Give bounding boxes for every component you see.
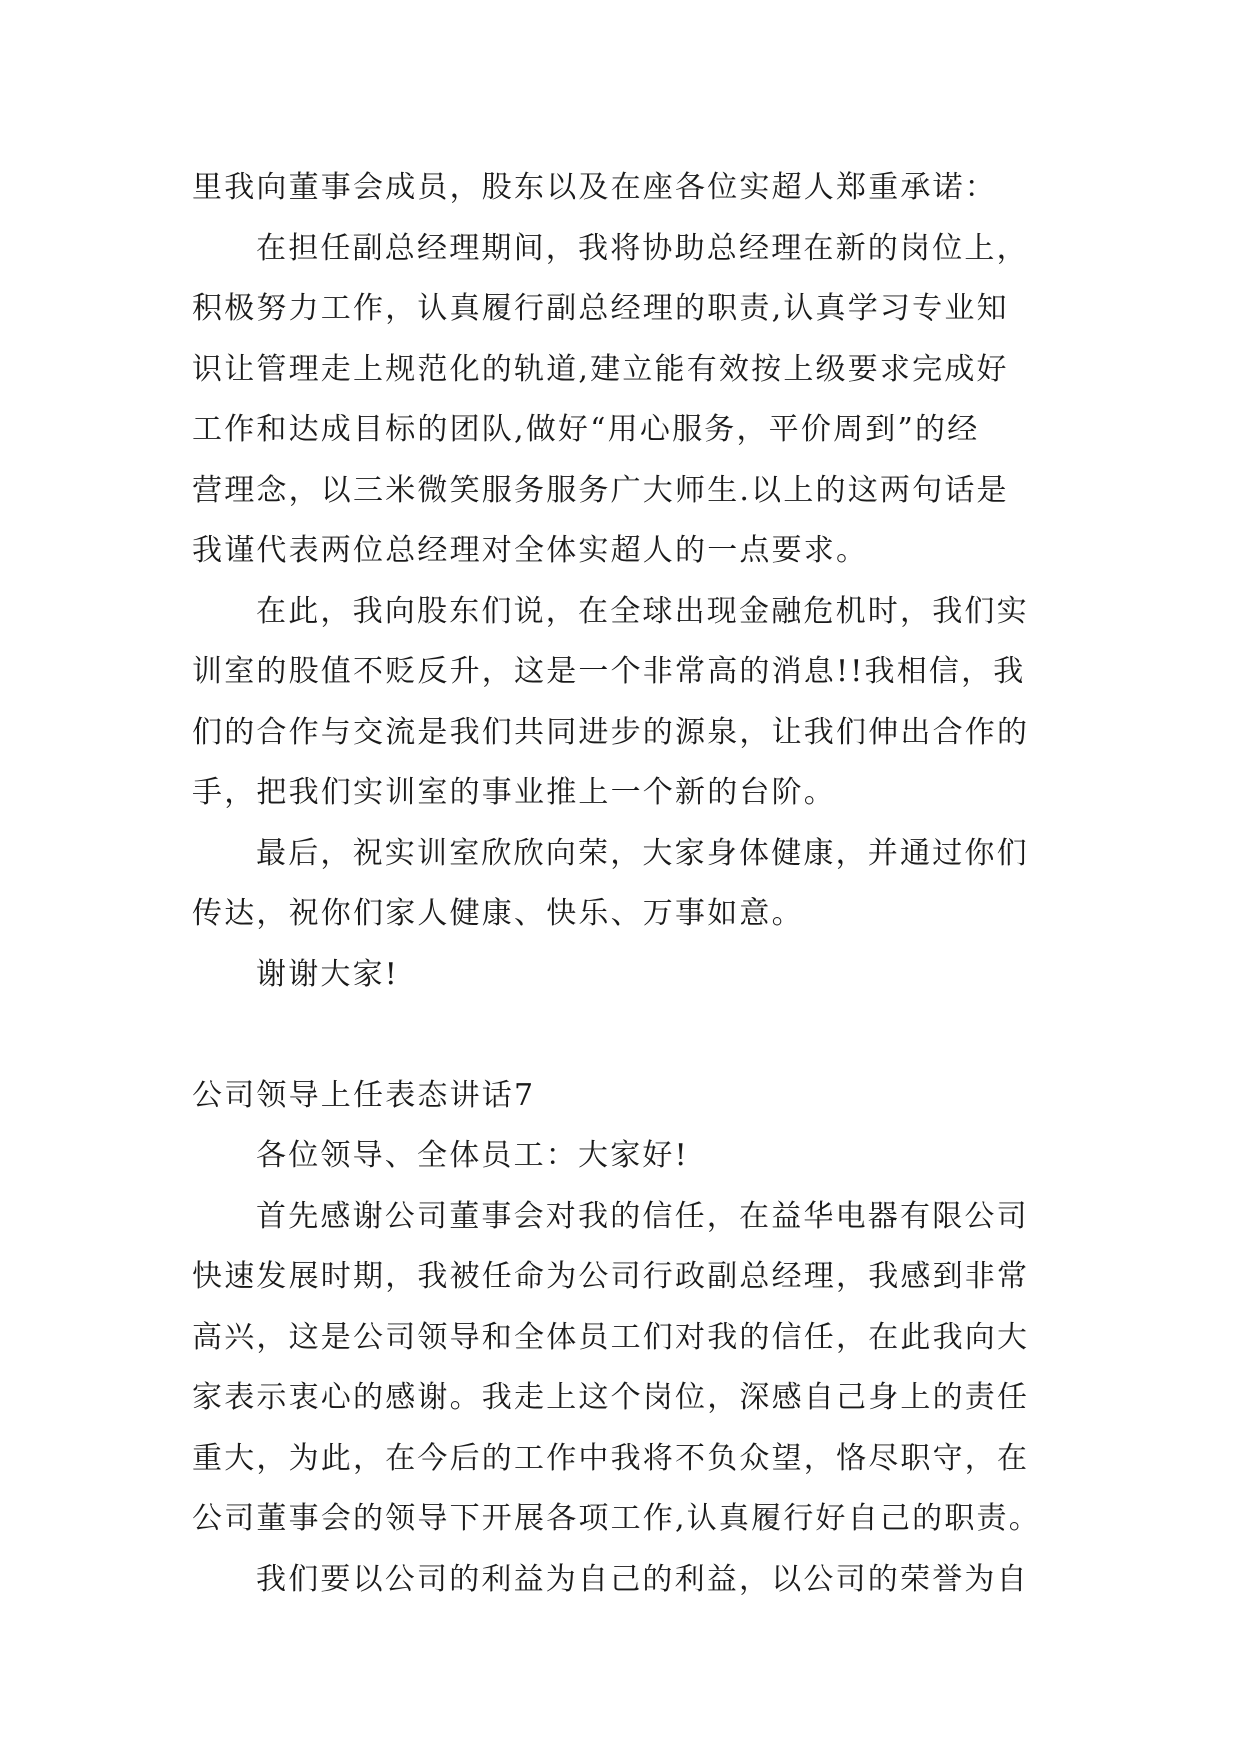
document-body [192,158,1092,1610]
text-line: 工作和达成目标的团队,做好“用心服务，平价周到”的经 [192,412,980,447]
text-line: 训室的股值不贬反升，这是一个非常高的消息!!我相信，我 [192,654,1026,689]
text-line: 公司董事会的领导下开展各项工作,认真履行好自己的职责。 [192,1501,1041,1536]
text-line: 最后，祝实训室欣欣向荣，大家身体健康，并通过你们 [256,835,1029,871]
text-line: 营理念，以三米微笑服务服务广大师生.以上的这两句话是 [192,472,1009,508]
text-line: 们的合作与交流是我们共同进步的源泉，让我们伸出合作的 [192,714,1030,750]
text-line: 在担任副总经理期间，我将协助总经理在新的岗位上， [256,230,1029,266]
text-line: 识让管理走上规范化的轨道,建立能有效按上级要求完成好 [192,351,1009,387]
text-line: 重大，为此，在今后的工作中我将不负众望，恪尽职守，在 [192,1440,1030,1476]
text-line: 快速发展时期，我被任命为公司行政副总经理，我感到非常 [192,1259,1030,1294]
text-line: 传达，祝你们家人健康、快乐、万事如意。 [192,896,804,931]
text-line: 家表示衷心的感谢。我走上这个岗位，深感自己身上的责任 [192,1380,1030,1415]
text-line: 在此，我向股东们说，在全球出现金融危机时，我们实 [256,593,1029,629]
text-line: 谢谢大家! [256,956,400,992]
text-line: 首先感谢公司董事会对我的信任，在益华电器有限公司 [256,1198,1029,1234]
blank-line [192,1005,1092,1066]
text-line: 积极努力工作，认真履行副总经理的职责,认真学习专业知 [192,291,1009,326]
text-line: 我谨代表两位总经理对全体实超人的一点要求。 [192,533,869,568]
text-line: 我们要以公司的利益为自己的利益，以公司的荣誉为自 [256,1561,1029,1597]
text-line: 高兴，这是公司领导和全体员工们对我的信任，在此我向大 [192,1319,1030,1355]
text-line: 各位领导、全体员工：大家好! [256,1138,689,1173]
text-line: 里我向董事会成员，股东以及在座各位实超人郑重承诺： [192,170,997,205]
text-line: 手，把我们实训室的事业推上一个新的台阶。 [192,775,836,810]
section-title: 公司领导上任表态讲话7 [192,1077,536,1113]
